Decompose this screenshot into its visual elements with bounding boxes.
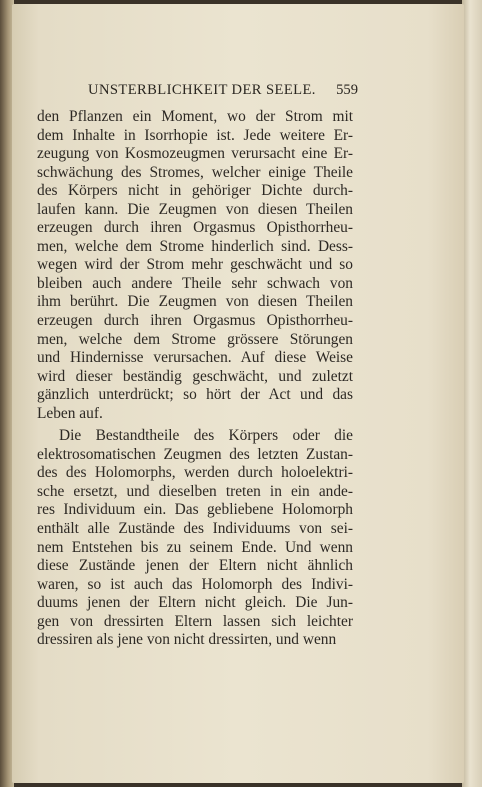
paragraph xyxy=(37,108,353,423)
page-stack-edge xyxy=(462,0,482,787)
page-number: 559 xyxy=(336,82,358,98)
text-line: Die Bestandtheile des Körpers oder die xyxy=(59,427,353,445)
text-line: nem Entstehen bis zu seinem Ende. Und wenn xyxy=(37,538,353,556)
text-line: gen von dressirten Eltern lassen sich leichter xyxy=(37,612,353,630)
paragraph xyxy=(37,427,353,650)
text-line: schwächung des Stromes, welcher einige Theile xyxy=(37,163,353,181)
running-title: UNSTERBLICHKEIT DER SEELE. xyxy=(88,82,316,98)
text-line: men, welche dem Strome hinderlich sind. Dess- xyxy=(37,237,353,255)
text-line: waren, so ist auch das Holomorph des Indivi- xyxy=(37,575,353,593)
text-line: des Körpers nicht in gehöriger Dichte durch- xyxy=(37,182,353,200)
text-line: gänzlich unterdrückt; so hört der Act und das xyxy=(37,386,353,404)
text-line: den Pflanzen ein Moment, wo der Strom mit xyxy=(37,108,353,125)
text-line: erzeugen durch ihren Orgasmus Opisthorrheu- xyxy=(37,219,353,237)
text-line: diese Zustände jenen der Eltern nicht ähnlich xyxy=(37,557,353,575)
text-line: duums jenen der Eltern nicht gleich. Die Jun- xyxy=(37,594,353,612)
text-line: sche ersetzt, und dieselben treten in ein ande- xyxy=(37,482,353,500)
text-line: laufen kann. Die Zeugmen von diesen Theilen xyxy=(37,200,353,218)
text-line: wird dieser beständig geschwächt, und zuletzt xyxy=(37,367,353,385)
running-header xyxy=(88,82,358,102)
text-line: dressiren als jene von nicht dressirten, und wenn xyxy=(37,631,337,649)
text-line: wegen wird der Strom mehr geschwächt und so xyxy=(37,256,353,274)
text-line: men, welche dem Strome grössere Störungen xyxy=(37,330,353,348)
text-line: bleiben auch andere Theile sehr schwach von xyxy=(37,274,353,292)
text-line: des des Holomorphs, werden durch holoelektri- xyxy=(37,464,353,482)
text-line: enthält alle Zustände des Individuums von sei- xyxy=(37,520,353,538)
text-line: elektrosomatischen Zeugmen des letzten Zustan- xyxy=(37,445,353,463)
text-line: und Hindernisse verursachen. Auf diese Weise xyxy=(37,349,353,367)
text-line: zeugung von Kosmozeugmen verursacht eine Er- xyxy=(37,145,353,163)
text-line: ihm berührt. Die Zeugmen von diesen Theilen xyxy=(37,293,353,311)
text-line: erzeugen durch ihren Orgasmus Opisthorrheu- xyxy=(37,312,353,330)
text-line: dem Inhalte in Isorrhopie ist. Jede weitere Er- xyxy=(37,126,353,144)
text-line: res Individuum ein. Das gebliebene Holomorph xyxy=(37,501,353,519)
body-text xyxy=(37,108,353,650)
text-line: Leben auf. xyxy=(37,404,103,422)
